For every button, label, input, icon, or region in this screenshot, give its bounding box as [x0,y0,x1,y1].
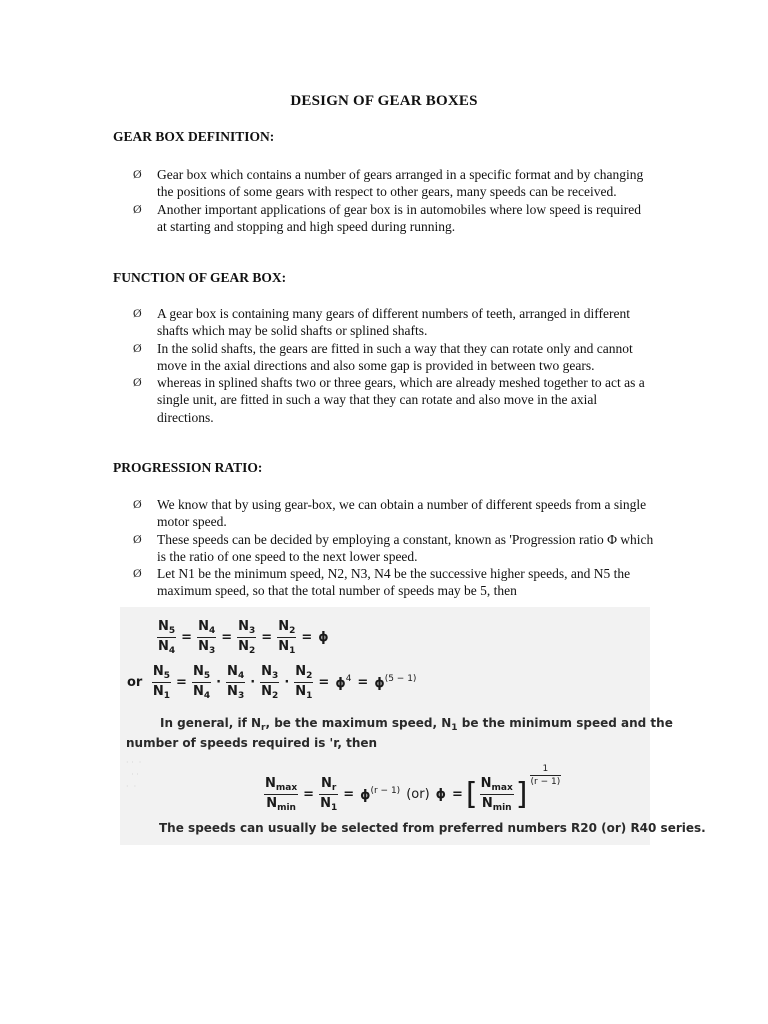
bullet-icon: Ø [133,340,142,355]
footer-text: The speeds can usually be selected from preferred numbers R20 (or) R40 series. [159,821,706,835]
equation-1: $\frac{N_5}{N_4}$ = $\frac{N_4}{N_3}$ = $\frac{N_3}{N_2}$ = $\frac{N_2}{N_1}$ = ϕ [158,619,329,656]
list-item: Ø Another important applications of gear box is in automobiles where low speed is required at starting and stopping and high speed during running. [133,201,642,234]
bullet-icon: Ø [133,375,142,390]
general-text-line-1: In general, if $N_r$, be the maximum speed, $N_1$ be the minimum speed and the [160,716,673,733]
section-heading-function: FUNCTION OF GEAR BOX: [113,270,287,285]
section-heading-definition: GEAR BOX DEFINITION: [113,129,275,144]
bullet-icon: Ø [133,167,142,181]
progression-list [0,496,768,600]
general-text-line-2: number of speeds required is 'r, then [126,736,378,750]
list-item: Ø Gear box which contains a number of gears arranged in a specific format and by changing the positions of some gears with respect to other gears, many speeds can be received. [133,167,644,200]
list-item: Ø We know that by using gear-box, we can obtain a number of different speeds from a single motor speed. [133,497,647,530]
bullet-icon: Ø [133,201,142,216]
list-item: Ø Let N1 be the minimum speed, N2, N3, N4 be the successive higher speeds, and N5 the maximum speed, so that the total number of speeds may be 5, then [133,566,631,599]
equation-2: or $\frac{N_5}{N_1}$ = $\frac{N_5}{N_4}$ · $\frac{N_4}{N_3}$ · $\frac{N_3}{N_2}$ · $\frac{N_2}{N_1}$ = $\phi^4 = \phi^{(5 - 1)}$ [127,664,417,701]
list-item: Ø In the solid shafts, the gears are fitted in such a way that they can rotate only and cannot move in the axial directions and also some gap is provided in between two gears. [133,340,633,373]
list-item: Ø A gear box is containing many gears of different numbers of teeth, arranged in different shafts which may be solid shafts or splined shafts. [133,306,630,339]
bullet-icon: Ø [133,497,142,511]
bullet-icon: Ø [133,566,142,581]
bullet-icon: Ø [133,531,142,546]
equation-3: $\frac{N_{max}}{N_{min}}$ = $\frac{N_r}{N_1}$ = $\phi^{(r - 1)}$ (or) ϕ = [ $\frac{N_{max}}{N_{min}}$ ] $\frac{1}{(r - 1)}$ [265,764,561,813]
page-title: DESIGN OF GEAR BOXES [290,93,478,109]
bullet-icon: Ø [133,306,142,320]
scan-noise: · · · · · · · [126,758,142,791]
function-list [0,305,768,426]
list-item: Ø whereas in splined shafts two or three gears, which are already meshed together to act as a single unit, are fitted in such a way that they can rotate and also move in the axial directions. [133,375,645,425]
definition-list [0,166,768,235]
list-item: Ø These speeds can be decided by employing a constant, known as 'Progression ratio Φ which is the ratio of one speed to the next lower speed. [133,531,654,564]
section-heading-progression: PROGRESSION RATIO: [113,460,263,475]
